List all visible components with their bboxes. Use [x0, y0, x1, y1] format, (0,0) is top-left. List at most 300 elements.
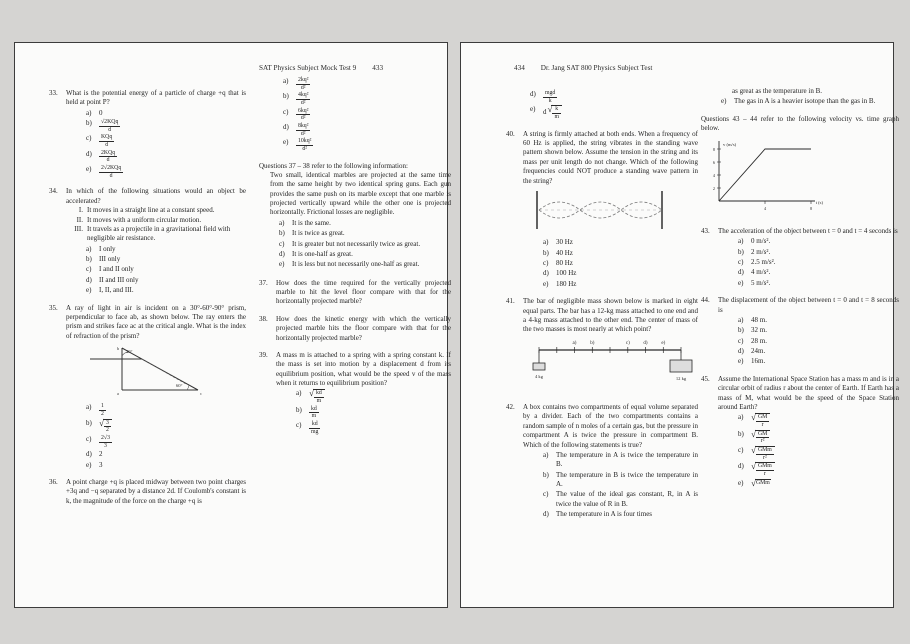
options-list — [718, 237, 899, 288]
y-axis-label: v (m/s) — [723, 141, 737, 147]
radical-sign-icon: √ — [751, 412, 756, 423]
answer-option — [86, 403, 246, 417]
option-label: c) — [279, 239, 285, 248]
option-label: e) — [738, 478, 744, 487]
fraction — [552, 106, 561, 120]
option-label: e) — [530, 105, 536, 114]
radicand — [103, 419, 112, 434]
option-label: a) — [283, 77, 289, 85]
question-number: 44. — [701, 296, 710, 305]
x-axis-label: t (s) — [815, 199, 823, 205]
fraction-denominator: 2 — [105, 427, 109, 434]
option-text: The temperature in A is twice the temperature in B. — [556, 450, 698, 469]
option-label: e) — [721, 97, 727, 106]
question — [259, 351, 451, 435]
mass-12kg — [670, 360, 692, 372]
option-text: 30 Hz — [556, 238, 573, 247]
option-label: c) — [738, 258, 744, 266]
bar-point-a: a) — [572, 340, 577, 346]
option-label: d) — [738, 268, 744, 277]
question-body — [66, 478, 246, 506]
option-label: c) — [86, 435, 92, 443]
question-number: 38. — [259, 314, 268, 323]
right-column-2 — [701, 87, 899, 601]
option-text: 0 m/s². — [751, 237, 771, 246]
question-text: How does the time required for the vertically projected marble to hit the level floor compare with that for the horizontally projected marble? — [276, 278, 451, 306]
answer-option — [86, 419, 246, 434]
math-expression — [309, 421, 320, 435]
group-intro-text: Questions 37 – 38 refer to the following information: — [259, 161, 408, 170]
answer-option — [283, 92, 451, 106]
answer-option — [283, 77, 451, 91]
option-text: 0 — [99, 108, 103, 117]
math-expression — [751, 479, 771, 488]
option-label: a) — [543, 450, 549, 459]
answer-option — [530, 105, 698, 120]
fraction-denominator: mg — [311, 428, 319, 435]
math-expression — [543, 105, 562, 120]
fraction — [756, 431, 769, 445]
option-label: a) — [738, 315, 744, 324]
option-text: It is greater but not necessarily twice as great. — [292, 239, 421, 248]
option-label: d) — [543, 269, 549, 278]
sqrt-radical — [751, 462, 775, 477]
answer-option — [543, 490, 698, 509]
right-page-header — [514, 64, 652, 72]
roman-item — [70, 206, 246, 215]
answer-option — [738, 279, 899, 288]
options-list — [66, 403, 246, 470]
option-label: c) — [283, 107, 289, 116]
left-header-title: SAT Physics Subject Mock Test 9 — [259, 64, 357, 72]
radical-sign-icon: √ — [751, 428, 756, 439]
left-page-number: 433 — [372, 64, 384, 72]
fraction-numerator: GMm — [757, 446, 772, 453]
option-text: It is the same. — [292, 218, 331, 227]
answer-option — [86, 435, 246, 449]
vertex-c-label: c — [200, 391, 202, 396]
fraction — [309, 406, 319, 420]
fraction-numerator: kd — [309, 421, 320, 429]
answer-option — [543, 280, 698, 289]
radical-sign-icon: √ — [751, 461, 756, 472]
answer-option — [738, 479, 899, 488]
option-label: b) — [296, 405, 302, 414]
option-label: e) — [738, 278, 744, 287]
options-list — [701, 97, 899, 106]
bar-point-d: d) — [643, 340, 648, 346]
option-text: It is one-half as great. — [292, 249, 353, 258]
math-expression — [99, 419, 112, 434]
math-expression — [309, 406, 319, 420]
option-text: 2 m/s². — [751, 247, 771, 256]
answer-option — [721, 97, 899, 106]
fraction-numerator: kd — [311, 405, 317, 412]
question-number: 33. — [49, 89, 58, 97]
math-expression — [296, 123, 310, 137]
sqrt-radical — [751, 430, 770, 445]
y-tick-4: 4 — [712, 172, 715, 178]
answer-option — [86, 165, 246, 179]
bar-masses-diagram — [525, 338, 697, 388]
option-label: d) — [86, 275, 92, 284]
answer-option — [86, 450, 246, 459]
answer-option — [279, 229, 451, 238]
question-number: 43. — [701, 226, 710, 235]
option-label: c) — [738, 445, 744, 454]
radicand — [755, 430, 770, 445]
option-label: d) — [738, 462, 744, 471]
question-text: What is the potential energy of a particle of charge +q that is held at point P? — [66, 89, 246, 107]
answer-option — [86, 150, 246, 164]
math-expression — [751, 446, 775, 461]
option-label: c) — [296, 421, 302, 430]
question — [49, 478, 246, 506]
fraction — [99, 435, 112, 449]
answer-option — [296, 389, 451, 404]
option-text: It is twice as great. — [292, 229, 345, 238]
answer-option — [543, 510, 698, 519]
option-label: e) — [86, 460, 92, 469]
question — [506, 403, 698, 520]
fraction-numerator: kd — [315, 390, 322, 397]
question-number: 41. — [506, 297, 515, 306]
option-label: d) — [543, 510, 549, 519]
option-label: b) — [543, 248, 549, 257]
question-body — [276, 279, 451, 307]
angle-top-label: 30° — [126, 349, 133, 354]
answer-option — [738, 326, 899, 335]
fraction-numerator: 10kq² — [298, 138, 312, 145]
math-expression — [543, 90, 557, 104]
fraction — [756, 447, 774, 461]
sqrt-radical — [751, 413, 770, 428]
answer-option — [738, 258, 899, 267]
angle-right-label: 60° — [176, 383, 183, 388]
fraction-denominator: r — [761, 421, 764, 428]
question-body — [66, 187, 246, 295]
angle-arc-right — [187, 385, 189, 390]
option-label: d) — [283, 122, 289, 131]
fraction-denominator: r² — [763, 454, 767, 461]
question-text: The displacement of the object between t = 0 and t = 8 seconds is — [718, 296, 899, 314]
standing-wave-diagram — [531, 189, 667, 231]
right-column-1 — [506, 89, 698, 603]
answer-option — [543, 269, 698, 278]
left-column-2 — [259, 76, 451, 590]
fraction-denominator: d — [105, 142, 109, 149]
bar-diagram-wrapper — [525, 338, 698, 391]
option-text: 4 m/s². — [751, 268, 771, 277]
fraction — [314, 390, 324, 404]
option-label: a) — [86, 244, 92, 253]
option-label: d) — [279, 249, 285, 258]
fraction-numerator: 4kq² — [298, 92, 309, 99]
y-tick-2: 2 — [712, 185, 715, 191]
question-number: 35. — [49, 303, 58, 312]
fraction-numerator: 2√2KQq — [101, 165, 122, 172]
answer-option — [283, 138, 451, 152]
option-text: 16m. — [751, 357, 766, 366]
math-prefix: d — [543, 108, 547, 117]
group-intro-paragraph: Two small, identical marbles are projected at the same time from the same height by two identical spring guns. Each gun provides the same push on its marble except that one marble is projected vertically upward while the other one is projected horizontally. Frictional losses are negligible. — [270, 170, 451, 217]
fraction-numerator: 2KQq — [101, 149, 116, 156]
fraction-denominator: d — [106, 157, 110, 164]
question-text: A string is firmly attached at both ends. When a frequency of 60 Hz is applied, the string vibrates in the standing wave pattern shown below. Assume the tension in the string and its mass per unit length do not change. Which of the following frequencies could NOT produce a standing wave pattern in the string? — [523, 129, 698, 185]
option-label: b) — [738, 429, 744, 438]
vertex-b-label: b — [117, 346, 120, 351]
radicand: GMm — [755, 479, 770, 486]
fraction — [104, 420, 111, 434]
question-group-intro — [701, 115, 899, 218]
option-label: d) — [530, 90, 536, 98]
option-label: a) — [86, 108, 92, 117]
option-label: e) — [543, 279, 549, 288]
answer-option — [86, 286, 246, 295]
question-text: Assume the International Space Station has a mass m and is in a circular orbit of radius r about the center of Earth. If Earth has a mass of M, what would be the speed of the Space Station around Earth? — [718, 374, 899, 411]
math-expression — [99, 435, 112, 449]
question — [259, 315, 451, 343]
question — [49, 304, 246, 471]
option-text: 2 — [99, 450, 103, 459]
answer-option — [738, 413, 899, 428]
radical-sign-icon: √ — [547, 104, 553, 115]
continued-options-list — [530, 90, 698, 121]
continuation-text: as great as the temperature in B. — [732, 87, 822, 95]
math-expression — [309, 389, 325, 404]
option-text: 32 m. — [751, 326, 767, 335]
answer-option — [543, 471, 698, 490]
question-text: A ray of light in air is incident on a 30°-60°-90° prism, perpendicular to face ab, as shown below. The ray enters the prism and strikes face ac at the critical angle. What is the index of refraction of the prism? — [66, 303, 246, 340]
roman-label: III. — [74, 224, 83, 233]
option-label: b) — [283, 92, 289, 101]
answer-option — [543, 249, 698, 258]
question-body — [523, 297, 698, 395]
velocity-time-graph — [705, 137, 827, 215]
answer-option — [279, 219, 451, 228]
left-page — [14, 42, 451, 608]
option-text: The gas in A is a heavier isotope than the gas in B. — [734, 97, 876, 106]
answer-option — [738, 462, 899, 477]
fraction-numerator: 3 — [105, 419, 109, 426]
sqrt-radical — [309, 389, 325, 404]
option-label: c) — [86, 265, 92, 274]
math-expression — [99, 119, 120, 133]
answer-option — [86, 265, 246, 274]
answer-option — [86, 119, 246, 133]
fraction-denominator: d² — [300, 84, 306, 91]
question — [49, 89, 246, 179]
fraction-denominator: d — [109, 172, 113, 179]
options-list — [259, 219, 451, 270]
answer-option — [530, 90, 698, 104]
fraction-denominator: d² — [300, 115, 306, 122]
answer-option — [86, 276, 246, 285]
question-number: 34. — [49, 187, 58, 196]
option-label: a) — [86, 403, 92, 412]
answer-option — [296, 421, 451, 435]
option-label: a) — [296, 389, 302, 398]
answer-option — [738, 268, 899, 277]
fraction — [296, 123, 310, 137]
radical-sign-icon: √ — [99, 417, 104, 428]
left-column-1 — [49, 89, 246, 603]
answer-option — [86, 461, 246, 470]
fraction-denominator: d² — [300, 130, 306, 137]
fraction-numerator: 8kq² — [298, 122, 309, 129]
sqrt-radical — [751, 479, 771, 488]
option-text: The value of the ideal gas constant, R, in A is twice the value of R in B. — [556, 490, 698, 508]
bar-point-c: c) — [625, 340, 630, 346]
answer-option — [86, 255, 246, 264]
option-label: c) — [738, 336, 744, 345]
radicand — [755, 446, 775, 461]
fraction — [296, 77, 310, 91]
option-label: e) — [279, 260, 285, 269]
fraction-numerator: 1 — [101, 403, 104, 410]
y-tick-6: 6 — [712, 159, 715, 165]
fraction-numerator: GM — [757, 414, 768, 421]
roman-item — [70, 225, 246, 244]
fraction-numerator: KQq — [101, 134, 113, 141]
fraction — [296, 92, 310, 106]
option-label: b) — [543, 470, 549, 479]
option-label: b) — [738, 326, 744, 335]
math-expression — [99, 150, 117, 164]
options-list — [66, 245, 246, 296]
math-expression — [296, 77, 310, 91]
fraction-numerator: GM — [757, 430, 768, 437]
right-page — [460, 42, 899, 608]
question-text: The acceleration of the object between t = 0 and t = 4 seconds is — [718, 226, 898, 235]
roman-text: It moves with a uniform circular motion. — [87, 215, 202, 224]
prism-diagram-wrapper — [88, 344, 246, 399]
fraction-denominator: 2 — [101, 411, 104, 418]
answer-option — [543, 238, 698, 247]
option-label: e) — [86, 286, 92, 295]
option-label: b) — [86, 418, 92, 427]
radicand — [755, 462, 775, 477]
sqrt-radical — [99, 419, 112, 434]
fraction-denominator: 3 — [104, 442, 107, 449]
fraction-numerator: 6kq² — [298, 107, 309, 114]
answer-option — [738, 316, 899, 325]
option-label: c) — [543, 259, 549, 267]
question — [701, 296, 899, 367]
question-number: 42. — [506, 403, 515, 411]
option-text: III only — [99, 255, 121, 263]
option-label: c) — [86, 134, 92, 143]
fraction-numerator: √2KQq — [101, 119, 119, 126]
right-page-number: 434 — [514, 64, 525, 72]
answer-option — [738, 446, 899, 461]
fraction-denominator: r — [763, 470, 766, 477]
fraction — [296, 108, 310, 122]
options-list — [523, 451, 698, 520]
left-page-header — [259, 64, 383, 72]
fraction-numerator: mgd — [545, 90, 556, 96]
fraction — [99, 150, 117, 164]
option-text: 5 m/s². — [751, 278, 771, 287]
fraction — [99, 165, 123, 179]
answer-option — [279, 240, 451, 249]
option-label: b) — [279, 229, 285, 238]
option-label: e) — [86, 165, 92, 174]
answer-option — [279, 250, 451, 259]
fraction — [309, 421, 320, 435]
fraction — [99, 403, 106, 417]
option-text: I, II, and III. — [99, 286, 134, 295]
option-label: a) — [279, 218, 285, 227]
sqrt-radical — [751, 446, 775, 461]
fraction-denominator: d — [108, 126, 112, 133]
option-label: c) — [543, 490, 549, 499]
question-number: 37. — [259, 278, 268, 287]
question-text: A point charge +q is placed midway between two point charges +3q and −q separated by a distance 2d. If Coulomb's constant is k, the magnitude of the force on the charge +q is — [66, 478, 246, 505]
mass-4kg-label: 4 kg — [534, 373, 544, 379]
answer-option — [543, 451, 698, 470]
answer-option — [86, 109, 246, 118]
radicand — [755, 413, 770, 428]
option-text: 2.5 m/s². — [751, 258, 776, 266]
fraction-denominator: m — [554, 113, 559, 120]
option-label: b) — [86, 119, 92, 128]
question — [701, 375, 899, 488]
answer-option — [86, 134, 246, 148]
option-text: 28 m. — [751, 336, 767, 345]
fraction-numerator: 2kq² — [298, 77, 309, 83]
fraction — [296, 138, 313, 152]
fraction-numerator: GMm — [757, 463, 772, 470]
fraction-denominator: m — [316, 398, 322, 405]
question-body — [523, 130, 698, 290]
option-label: b) — [738, 247, 744, 256]
radical-sign-icon: √ — [751, 444, 756, 455]
roman-text: It moves in a straight line at a constant speed. — [87, 206, 215, 215]
option-text: 48 m. — [751, 315, 767, 324]
question-text: The bar of negligible mass shown below is marked in eight equal parts. The bar has a 12-kg mass attached to one end and a 4-kg mass attached to the other end. The center of mass of the two masses is most nearly at which point? — [523, 297, 698, 334]
bar-point-b: b) — [590, 340, 595, 346]
question-body — [523, 403, 698, 520]
option-text: II and III only — [99, 275, 139, 284]
fraction — [756, 463, 774, 477]
roman-label: II. — [76, 215, 83, 224]
answer-option — [296, 406, 451, 420]
answer-option — [283, 108, 451, 122]
options-list — [66, 109, 246, 180]
wave-diagram-wrapper — [531, 189, 698, 234]
fraction-denominator: d² — [302, 145, 307, 152]
radical-sign-icon: √ — [309, 388, 314, 399]
answer-option — [283, 123, 451, 137]
fraction-denominator: k — [548, 97, 552, 104]
option-text: 24m. — [751, 347, 766, 355]
math-expression — [99, 134, 114, 148]
math-expression — [751, 430, 770, 445]
option-text: 80 Hz — [556, 259, 573, 267]
bar-point-e: e) — [661, 340, 666, 346]
math-expression — [751, 462, 775, 477]
question-number: 36. — [49, 478, 58, 487]
option-text: It is less but not necessarily one-half as great. — [292, 260, 420, 269]
x-tick-4: 4 — [763, 205, 767, 211]
question — [49, 187, 246, 295]
fraction-denominator: m — [311, 413, 317, 420]
roman-text: It travels as a projectile in a gravitational field with negligible air resistance. — [87, 224, 231, 243]
question-body — [66, 304, 246, 471]
answer-option — [279, 260, 451, 269]
velocity-curve — [719, 149, 811, 201]
